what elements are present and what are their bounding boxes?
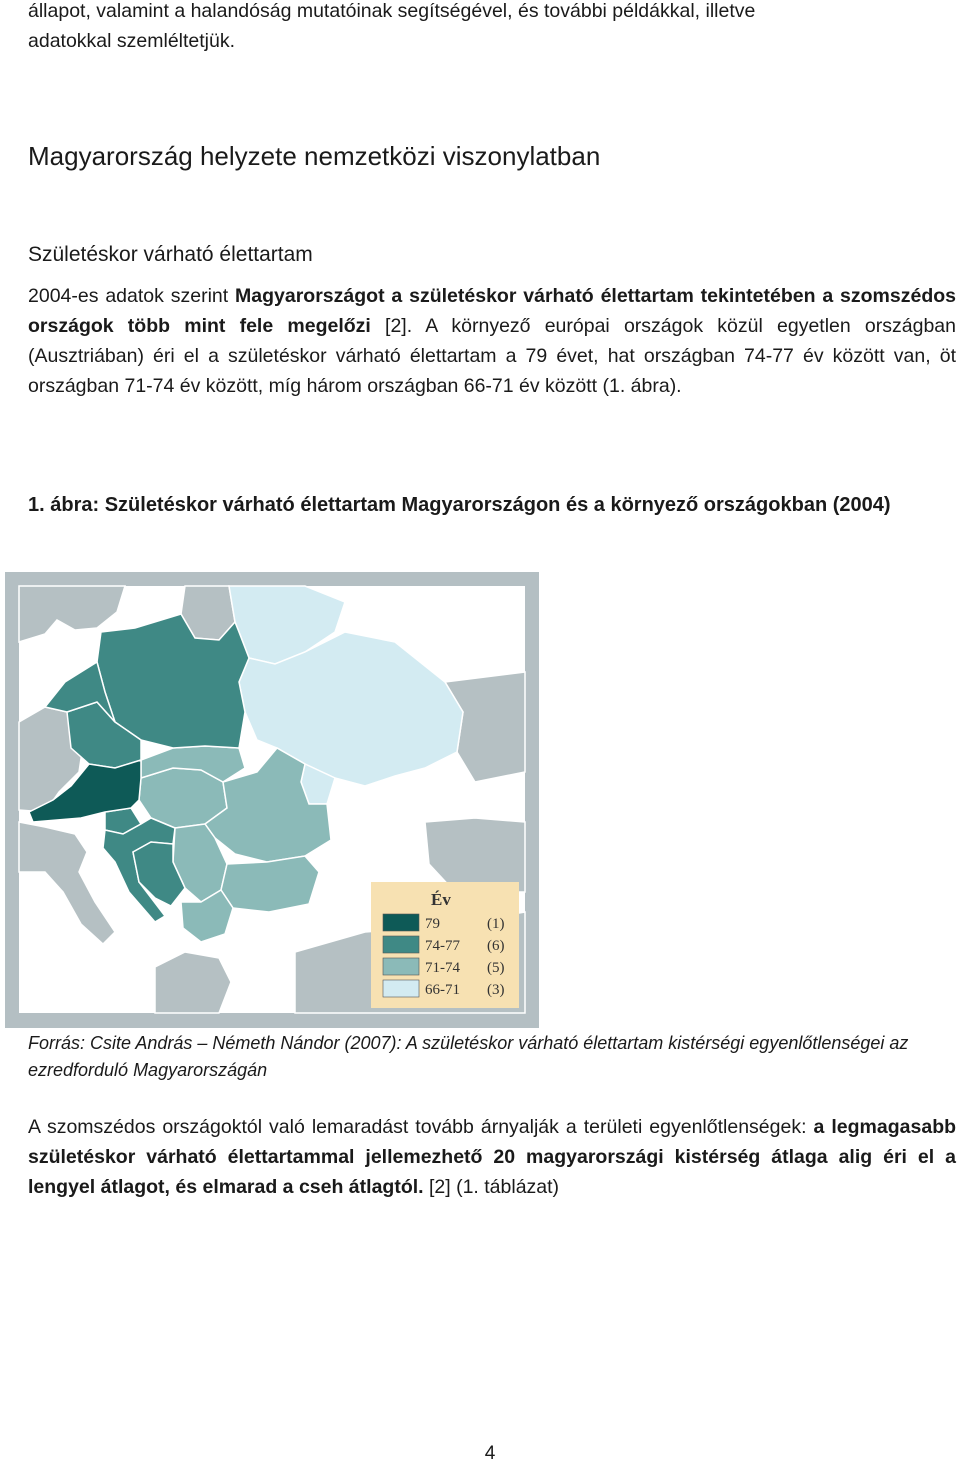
legend-range-74-77: 74-77	[425, 938, 460, 954]
paragraph1-bold: Magyarországot a születéskor várható élettartam tekintetében a szomszédos országok több mint fele megelőzi	[28, 285, 957, 337]
section-title: Magyarország helyzete nemzetközi viszonylatban	[28, 141, 601, 171]
legend-count-79: (1)	[487, 916, 505, 932]
legend-range-71-74: 71-74	[425, 960, 460, 976]
legend-item-71-74	[383, 958, 505, 976]
legend-item-74-77	[383, 936, 505, 954]
paragraph2-text-2: [2] (1. táblázat)	[423, 1176, 560, 1198]
legend-swatch-79	[383, 914, 419, 931]
legend-count-66-71: (3)	[487, 982, 505, 998]
paragraph2-text-1: A szomszédos országoktól való lemaradást tovább árnyalják a területi egyenlőtlenségek:	[28, 1116, 814, 1138]
life-expectancy-map	[5, 572, 539, 1028]
country-greece	[155, 952, 231, 1013]
map-legend	[371, 882, 519, 1008]
paragraph1-text-1: 2004-es adatok szerint	[28, 285, 236, 307]
paragraph2-bold: a legmagasabb születéskor várható élettartammal jellemezhető 20 magyarországi kistérség átlaga alig éri el a lengyel átlagot, és elmarad a cseh átlagtól.	[28, 1116, 957, 1198]
legend-range-66-71: 66-71	[425, 982, 460, 998]
figure-caption: 1. ábra: Születéskor várható élettartam Magyarországon és a környező országokban (2004)	[28, 494, 891, 516]
page-number: 4	[484, 1443, 496, 1464]
subsection-title: Születéskor várható élettartam	[28, 243, 313, 266]
legend-count-71-74: (5)	[487, 960, 505, 976]
legend-count-74-77: (6)	[487, 938, 505, 954]
country-bulgaria	[221, 856, 319, 912]
paragraph-regional-inequalities	[28, 1112, 956, 1202]
legend-swatch-74-77	[383, 936, 419, 953]
legend-item-66-71	[383, 980, 505, 998]
intro-paragraph	[28, 0, 956, 56]
legend-title: Év	[431, 890, 451, 909]
legend-range-79: 79	[425, 916, 440, 932]
paragraph1-text-2: [2]. A környező európai országok közül egyetlen országban (Ausztriában) éri el a születéskor várható élettartam a 79 évet, hat országban 74-77 év között van, öt országban 71-74 év között, míg három országban 66-71 év között (1. ábra).	[28, 315, 956, 397]
intro-line-1: állapot, valamint a halandóság mutatóinak segítségével, és további példákkal, illetve	[28, 0, 756, 22]
legend-swatch-66-71	[383, 980, 419, 997]
legend-swatch-71-74	[383, 958, 419, 975]
paragraph-life-expectancy	[28, 281, 956, 401]
intro-line-2: adatokkal szemléltetjük.	[28, 30, 236, 52]
figure-source: Forrás: Csite András – Németh Nándor (2007): A születéskor várható élettartam kistérségi egyenlőtlenségei az ezredforduló Magyarországán	[28, 1033, 909, 1080]
